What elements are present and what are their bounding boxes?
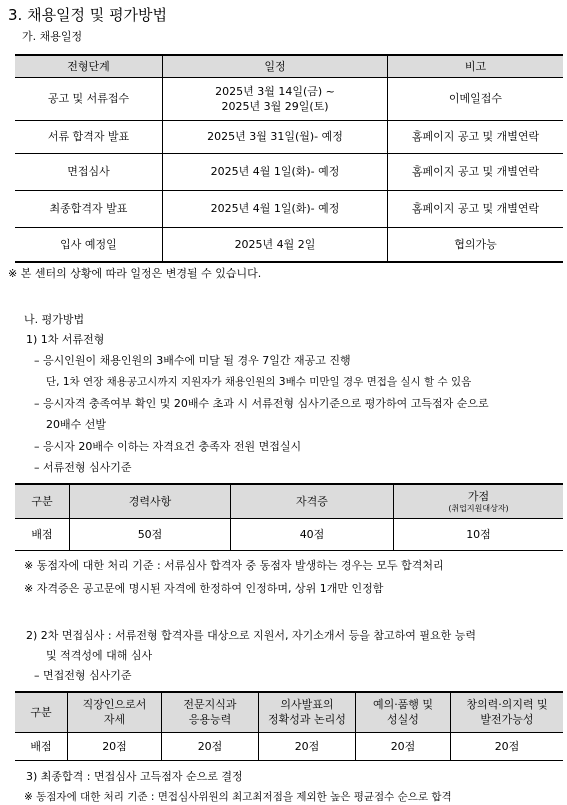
- schedule-table: [15, 54, 563, 263]
- doc-header: 경력사항: [70, 484, 231, 518]
- interview-header-line: 응용능력: [188, 713, 232, 727]
- page-title: 3. 채용일정 및 평가방법: [8, 6, 168, 24]
- interview-header: [162, 692, 259, 732]
- interview-header-line: 정확성과 논리성: [268, 713, 346, 727]
- table-row: [15, 518, 563, 550]
- schedule-stage: 서류 합격자 발표: [15, 120, 163, 153]
- schedule-date: 2025년 4월 1일(화)- 예정: [163, 190, 388, 227]
- interview-value: 20점: [162, 732, 259, 760]
- doc-value: 50점: [70, 518, 231, 550]
- document-criteria-table: [15, 483, 563, 551]
- doc-value: 10점: [394, 518, 564, 550]
- schedule-date-line: 2025년 3월 14일(금) ~: [215, 84, 335, 98]
- schedule-date: 2025년 4월 1일(화)- 예정: [163, 153, 388, 190]
- schedule-stage: 면접심사: [15, 153, 163, 190]
- table-row: [15, 77, 563, 120]
- schedule-note: 홈페이지 공고 및 개별연락: [388, 120, 564, 153]
- schedule-note: 이메일접수: [388, 77, 564, 120]
- interview-header-line: 전문지식과: [183, 698, 237, 712]
- step1-line: – 서류전형 심사기준: [34, 461, 132, 474]
- step2-line: 2) 2차 면접심사 : 서류전형 합격자를 대상으로 지원서, 자기소개서 등을 참고하여 필요한 능력: [26, 629, 476, 642]
- interview-header-line: 자세: [103, 713, 126, 727]
- step2-line: 및 적격성에 대해 심사: [46, 649, 153, 662]
- table-row: [15, 153, 563, 190]
- schedule-note-text: ※ 본 센터의 상황에 따라 일정은 변경될 수 있습니다.: [8, 267, 262, 280]
- interview-header-line: 예의·품행 및: [372, 698, 434, 712]
- schedule-header: 비고: [388, 55, 564, 77]
- schedule-note: 홈페이지 공고 및 개별연락: [388, 190, 564, 227]
- step1-line: – 응시인원이 채용인원의 3배수에 미달 될 경우 7일간 재공고 진행: [34, 354, 351, 367]
- interview-header-line: 의사발표의: [280, 698, 334, 712]
- doc-header-sub: (취업지원대상자): [448, 503, 509, 513]
- interview-value: 20점: [451, 732, 564, 760]
- table-row: [15, 120, 563, 153]
- schedule-note: 홈페이지 공고 및 개별연락: [388, 153, 564, 190]
- interview-header-line: 성실성: [387, 713, 419, 727]
- interview-row-label: 배점: [15, 732, 68, 760]
- table-row: [15, 227, 563, 262]
- schedule-header: 일정: [163, 55, 388, 77]
- doc-row-label: 배점: [15, 518, 70, 550]
- interview-header-line: 직장인으로서: [82, 698, 147, 712]
- step2-line: – 면접전형 심사기준: [34, 669, 132, 682]
- schedule-date-line: 2025년 3월 29일(토): [221, 99, 329, 113]
- interview-header: [451, 692, 564, 732]
- interview-value: 20점: [68, 732, 162, 760]
- step1-line: 20배수 선발: [46, 418, 106, 431]
- schedule-date: 2025년 4월 2일: [163, 227, 388, 262]
- interview-header-line: 창의력·의지력 및: [466, 698, 548, 712]
- schedule-stage: 공고 및 서류접수: [15, 77, 163, 120]
- schedule-note: 협의가능: [388, 227, 564, 262]
- doc-note: ※ 동점자에 대한 처리 기준 : 서류심사 합격자 중 동점자 발생하는 경우는 모두 합격처리: [24, 559, 444, 572]
- step1-line: – 응시자격 충족여부 확인 및 20배수 초과 시 서류전형 심사기준으로 평가하여 고득점자 순으로: [34, 397, 489, 410]
- schedule-date: [163, 77, 388, 120]
- step3-line: 3) 최종합격 : 면접심사 고득점자 순으로 결정: [26, 770, 243, 783]
- interview-value: 20점: [259, 732, 356, 760]
- interview-header: [68, 692, 162, 732]
- schedule-stage: 입사 예정일: [15, 227, 163, 262]
- doc-header-label: 가점: [467, 489, 490, 503]
- section-na-heading: 나. 평가방법: [24, 313, 85, 326]
- interview-header: [356, 692, 451, 732]
- schedule-date: 2025년 3월 31일(월)- 예정: [163, 120, 388, 153]
- table-row: [15, 190, 563, 227]
- interview-header-line: 발전가능성: [480, 713, 534, 727]
- section-ga-heading: 가. 채용일정: [22, 30, 83, 43]
- interview-value: 20점: [356, 732, 451, 760]
- step1-title: 1) 1차 서류전형: [26, 333, 105, 346]
- doc-note: ※ 자격증은 공고문에 명시된 자격에 한정하여 인정하며, 상위 1개만 인정함: [24, 582, 384, 595]
- doc-value: 40점: [231, 518, 394, 550]
- doc-header: 자격증: [231, 484, 394, 518]
- step1-line: – 응시자 20배수 이하는 자격요건 충족자 전원 면접실시: [34, 440, 302, 453]
- interview-header: 구분: [15, 692, 68, 732]
- schedule-stage: 최종합격자 발표: [15, 190, 163, 227]
- table-row: [15, 732, 563, 760]
- interview-criteria-table: [15, 691, 563, 761]
- step3-note: ※ 동점자에 대한 처리 기준 : 면접심사위원의 최고최저점을 제외한 높은 평균점수 순으로 합격: [24, 791, 452, 803]
- interview-header: [259, 692, 356, 732]
- doc-header: 구분: [15, 484, 70, 518]
- step1-line: 단, 1차 연장 채용공고시까지 지원자가 채용인원의 3배수 미만일 경우 면접을 실시 할 수 있음: [46, 376, 472, 388]
- doc-header: [394, 484, 564, 518]
- schedule-header: 전형단계: [15, 55, 163, 77]
